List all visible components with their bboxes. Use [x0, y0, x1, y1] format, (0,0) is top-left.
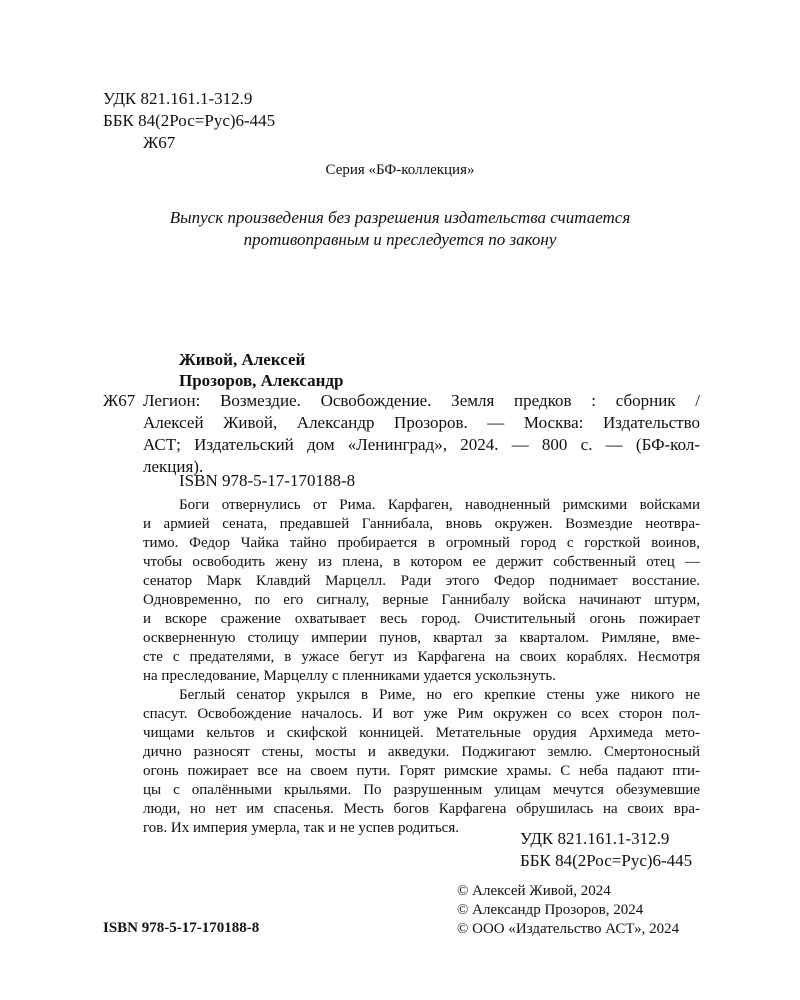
annotation-line: на преследование, Марцеллу с пленниками удается ускользнуть.: [143, 668, 556, 684]
catalog-description: [143, 390, 700, 478]
catalog-code: Ж67: [103, 391, 136, 410]
copyright-warning-line-2: противоправным и преследуется по закону: [243, 230, 557, 249]
annotation-line: спасут. Освобождение началось. И вот уже Рим окружен со всех сторон пол-: [143, 706, 700, 722]
author-mark: Ж67: [143, 133, 176, 152]
annotation-paragraph-1: [143, 496, 700, 686]
annotation-line: Боги отвернулись от Рима. Карфаген, наводненный римскими войсками: [179, 497, 700, 513]
catalog-line: лекция).: [143, 457, 204, 476]
annotation-line: чищами кельтов и скифской конницей. Метательные орудия Архимеда мето-: [143, 725, 700, 741]
annotation-line: сте с предателями, в ужасе бегут из Карфагена на своих кораблях. Несмотря: [143, 649, 700, 665]
footer-bbk-code: ББК 84(2Рос=Рус)6-445: [520, 851, 693, 870]
catalog-isbn: ISBN 978-5-17-170188-8: [179, 471, 356, 490]
bbk-code: ББК 84(2Рос=Рус)6-445: [103, 111, 276, 130]
annotation-line: чтобы освободить жену из плена, в котором ее держит собственный отец —: [143, 554, 700, 570]
annotation-line: тимо. Федор Чайка тайно пробирается в огромный город с горсткой воинов,: [143, 535, 700, 551]
footer-isbn: ISBN 978-5-17-170188-8: [103, 920, 260, 936]
annotation-line: и вскоре сражение охватывает весь город. Очистительный огонь пожирает: [143, 611, 700, 627]
annotation-line: дично разносят стены, мосты и акведуки. Поджигают землю. Смертоносный: [143, 744, 700, 760]
annotation-line: огонь пожирает все на своем пути. Горят римские храмы. С неба падают пти-: [143, 763, 700, 779]
catalog-line: Легион: Возмездие. Освобождение. Земля предков : сборник /: [143, 391, 700, 410]
annotation-paragraph-2: [143, 686, 700, 838]
copyright-author-2: © Александр Прозоров, 2024: [457, 902, 644, 918]
catalog-line: АСТ; Издательский дом «Ленинград», 2024. — 800 с. — (БФ-кол-: [143, 435, 700, 454]
author-2: Прозоров, Александр: [179, 371, 344, 390]
annotation-line: Беглый сенатор укрылся в Риме, но его крепкие стены уже никого не: [179, 687, 700, 703]
author-1: Живой, Алексей: [179, 350, 306, 369]
series-title: Серия «БФ-коллекция»: [325, 162, 475, 178]
catalog-line: Алексей Живой, Александр Прозоров. — Москва: Издательство: [143, 413, 700, 432]
annotation-line: гов. Их империя умерла, так и не успев родиться.: [143, 820, 459, 836]
annotation-line: цы с опалёнными крыльями. По разрушенным улицам мечутся обезумевшие: [143, 782, 700, 798]
footer-udk-code: УДК 821.161.1-312.9: [520, 829, 670, 848]
copyright-author-1: © Алексей Живой, 2024: [457, 883, 611, 899]
annotation-line: Одновременно, по его сигналу, верные Ганнибалу войска начинают штурм,: [143, 592, 700, 608]
annotation-line: сенатор Марк Клавдий Марцелл. Ради этого Федор поднимает восстание.: [143, 573, 700, 589]
copyright-publisher: © ООО «Издательство АСТ», 2024: [457, 921, 680, 937]
annotation-line: оскверненную столицу империи пунов, квартал за кварталом. Римляне, вме-: [143, 630, 700, 646]
udk-code: УДК 821.161.1-312.9: [103, 89, 253, 108]
annotation-line: и армией сената, предавшей Ганнибала, вновь окружен. Возмездие неотвра-: [143, 516, 700, 532]
annotation-line: люди, но нет им спасенья. Месть богов Карфагена обрушилась на своих вра-: [143, 801, 700, 817]
copyright-warning-line-1: Выпуск произведения без разрешения издательства считается: [169, 208, 631, 227]
